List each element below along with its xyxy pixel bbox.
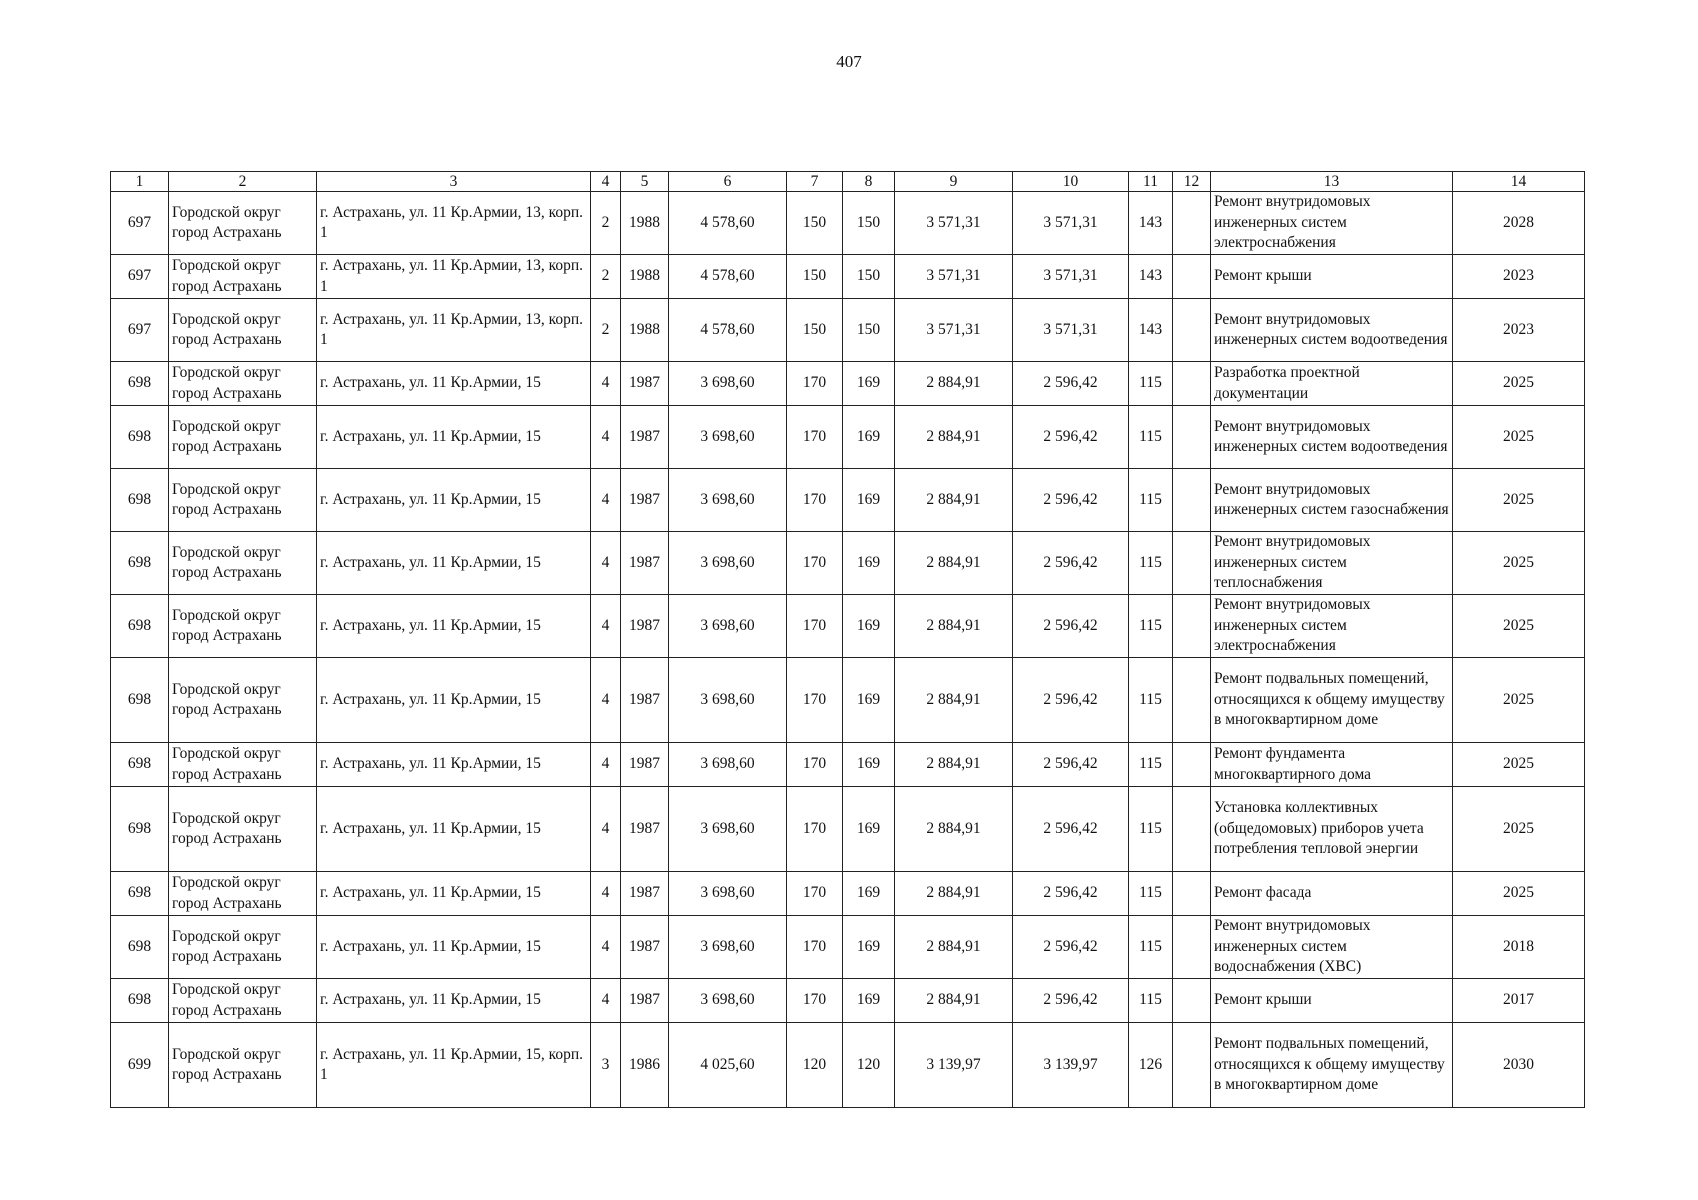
cell-total-area: 4 025,60 xyxy=(669,1023,787,1108)
column-header: 7 xyxy=(787,172,843,192)
cell-value-7: 150 xyxy=(787,192,843,255)
cell-value-7: 170 xyxy=(787,406,843,469)
cell-value-8: 169 xyxy=(843,362,895,406)
cell-value-9: 2 884,91 xyxy=(895,469,1013,532)
cell-number: 698 xyxy=(111,595,169,658)
cell-floors: 2 xyxy=(591,192,621,255)
cell-floors: 4 xyxy=(591,872,621,916)
table-row xyxy=(111,192,1585,255)
cell-value-12 xyxy=(1173,916,1211,979)
cell-work-type: Ремонт внутридомовых инженерных систем электроснабжения xyxy=(1211,595,1453,658)
cell-planned-year: 2030 xyxy=(1453,1023,1585,1108)
cell-total-area: 3 698,60 xyxy=(669,658,787,743)
cell-address: г. Астрахань, ул. 11 Кр.Армии, 15 xyxy=(317,979,591,1023)
cell-number: 698 xyxy=(111,532,169,595)
cell-year: 1986 xyxy=(621,1023,669,1108)
cell-number: 698 xyxy=(111,469,169,532)
cell-work-type: Ремонт крыши xyxy=(1211,255,1453,299)
cell-year: 1988 xyxy=(621,299,669,362)
cell-planned-year: 2025 xyxy=(1453,532,1585,595)
cell-planned-year: 2025 xyxy=(1453,406,1585,469)
cell-work-type: Ремонт внутридомовых инженерных систем газоснабжения xyxy=(1211,469,1453,532)
cell-value-9: 3 571,31 xyxy=(895,255,1013,299)
cell-year: 1987 xyxy=(621,658,669,743)
cell-value-9: 2 884,91 xyxy=(895,872,1013,916)
cell-work-type: Ремонт внутридомовых инженерных систем водоснабжения (ХВС) xyxy=(1211,916,1453,979)
cell-value-8: 150 xyxy=(843,192,895,255)
cell-planned-year: 2025 xyxy=(1453,743,1585,787)
cell-work-type: Ремонт внутридомовых инженерных систем водоотведения xyxy=(1211,406,1453,469)
cell-value-11: 143 xyxy=(1129,299,1173,362)
cell-value-9: 2 884,91 xyxy=(895,658,1013,743)
cell-municipality: Городской округ город Астрахань xyxy=(169,916,317,979)
cell-value-12 xyxy=(1173,1023,1211,1108)
column-header: 11 xyxy=(1129,172,1173,192)
cell-address: г. Астрахань, ул. 11 Кр.Армии, 15 xyxy=(317,658,591,743)
cell-total-area: 3 698,60 xyxy=(669,406,787,469)
table-row xyxy=(111,469,1585,532)
cell-number: 699 xyxy=(111,1023,169,1108)
cell-number: 698 xyxy=(111,743,169,787)
cell-value-9: 2 884,91 xyxy=(895,595,1013,658)
cell-value-8: 169 xyxy=(843,406,895,469)
cell-value-11: 126 xyxy=(1129,1023,1173,1108)
table-row xyxy=(111,532,1585,595)
cell-total-area: 3 698,60 xyxy=(669,595,787,658)
cell-total-area: 3 698,60 xyxy=(669,362,787,406)
cell-floors: 4 xyxy=(591,469,621,532)
cell-number: 698 xyxy=(111,406,169,469)
cell-year: 1987 xyxy=(621,595,669,658)
cell-work-type: Ремонт внутридомовых инженерных систем теплоснабжения xyxy=(1211,532,1453,595)
cell-planned-year: 2025 xyxy=(1453,872,1585,916)
cell-value-7: 170 xyxy=(787,872,843,916)
cell-value-10: 2 596,42 xyxy=(1013,469,1129,532)
cell-planned-year: 2025 xyxy=(1453,658,1585,743)
cell-value-7: 170 xyxy=(787,658,843,743)
column-header: 4 xyxy=(591,172,621,192)
cell-number: 697 xyxy=(111,255,169,299)
cell-address: г. Астрахань, ул. 11 Кр.Армии, 15 xyxy=(317,595,591,658)
cell-total-area: 3 698,60 xyxy=(669,979,787,1023)
cell-planned-year: 2023 xyxy=(1453,299,1585,362)
cell-value-8: 169 xyxy=(843,532,895,595)
cell-value-9: 2 884,91 xyxy=(895,362,1013,406)
cell-value-11: 115 xyxy=(1129,595,1173,658)
cell-value-10: 2 596,42 xyxy=(1013,743,1129,787)
cell-total-area: 4 578,60 xyxy=(669,255,787,299)
column-header: 6 xyxy=(669,172,787,192)
cell-value-8: 169 xyxy=(843,658,895,743)
cell-municipality: Городской округ город Астрахань xyxy=(169,595,317,658)
cell-total-area: 3 698,60 xyxy=(669,532,787,595)
cell-value-9: 3 139,97 xyxy=(895,1023,1013,1108)
cell-year: 1987 xyxy=(621,916,669,979)
cell-address: г. Астрахань, ул. 11 Кр.Армии, 13, корп. 1 xyxy=(317,299,591,362)
cell-value-9: 2 884,91 xyxy=(895,979,1013,1023)
cell-address: г. Астрахань, ул. 11 Кр.Армии, 13, корп. 1 xyxy=(317,192,591,255)
cell-number: 698 xyxy=(111,362,169,406)
cell-floors: 4 xyxy=(591,595,621,658)
cell-municipality: Городской округ город Астрахань xyxy=(169,1023,317,1108)
cell-value-11: 143 xyxy=(1129,192,1173,255)
table-row xyxy=(111,255,1585,299)
cell-floors: 4 xyxy=(591,916,621,979)
cell-value-12 xyxy=(1173,406,1211,469)
cell-value-10: 3 571,31 xyxy=(1013,299,1129,362)
cell-address: г. Астрахань, ул. 11 Кр.Армии, 15 xyxy=(317,406,591,469)
cell-value-9: 2 884,91 xyxy=(895,406,1013,469)
table-row xyxy=(111,595,1585,658)
column-header: 10 xyxy=(1013,172,1129,192)
cell-value-7: 170 xyxy=(787,362,843,406)
column-header: 5 xyxy=(621,172,669,192)
cell-value-12 xyxy=(1173,469,1211,532)
table-row xyxy=(111,872,1585,916)
page-number: 407 xyxy=(836,52,862,71)
cell-planned-year: 2017 xyxy=(1453,979,1585,1023)
capital-repair-table xyxy=(110,171,1585,1108)
cell-value-10: 2 596,42 xyxy=(1013,787,1129,872)
cell-year: 1987 xyxy=(621,979,669,1023)
cell-floors: 2 xyxy=(591,255,621,299)
cell-year: 1987 xyxy=(621,532,669,595)
cell-year: 1988 xyxy=(621,255,669,299)
table-row xyxy=(111,1023,1585,1108)
cell-value-10: 2 596,42 xyxy=(1013,872,1129,916)
cell-value-12 xyxy=(1173,979,1211,1023)
column-header: 2 xyxy=(169,172,317,192)
cell-year: 1988 xyxy=(621,192,669,255)
cell-work-type: Ремонт внутридомовых инженерных систем электроснабжения xyxy=(1211,192,1453,255)
cell-value-12 xyxy=(1173,192,1211,255)
table-row xyxy=(111,362,1585,406)
cell-value-8: 169 xyxy=(843,595,895,658)
cell-value-12 xyxy=(1173,532,1211,595)
cell-value-7: 170 xyxy=(787,743,843,787)
cell-floors: 4 xyxy=(591,532,621,595)
cell-value-9: 2 884,91 xyxy=(895,916,1013,979)
cell-value-9: 2 884,91 xyxy=(895,787,1013,872)
cell-value-8: 120 xyxy=(843,1023,895,1108)
cell-value-7: 120 xyxy=(787,1023,843,1108)
cell-value-10: 3 571,31 xyxy=(1013,255,1129,299)
cell-municipality: Городской округ город Астрахань xyxy=(169,192,317,255)
table-row xyxy=(111,979,1585,1023)
cell-value-10: 2 596,42 xyxy=(1013,658,1129,743)
cell-value-10: 2 596,42 xyxy=(1013,362,1129,406)
cell-total-area: 3 698,60 xyxy=(669,916,787,979)
cell-value-10: 2 596,42 xyxy=(1013,916,1129,979)
cell-value-10: 3 571,31 xyxy=(1013,192,1129,255)
cell-address: г. Астрахань, ул. 11 Кр.Армии, 15 xyxy=(317,532,591,595)
cell-year: 1987 xyxy=(621,743,669,787)
column-header: 12 xyxy=(1173,172,1211,192)
cell-value-12 xyxy=(1173,787,1211,872)
cell-floors: 3 xyxy=(591,1023,621,1108)
cell-address: г. Астрахань, ул. 11 Кр.Армии, 15 xyxy=(317,743,591,787)
cell-number: 698 xyxy=(111,979,169,1023)
cell-value-7: 150 xyxy=(787,299,843,362)
cell-planned-year: 2023 xyxy=(1453,255,1585,299)
column-header: 13 xyxy=(1211,172,1453,192)
cell-planned-year: 2025 xyxy=(1453,362,1585,406)
cell-value-7: 150 xyxy=(787,255,843,299)
cell-address: г. Астрахань, ул. 11 Кр.Армии, 15, корп. 1 xyxy=(317,1023,591,1108)
cell-value-8: 169 xyxy=(843,787,895,872)
cell-address: г. Астрахань, ул. 11 Кр.Армии, 15 xyxy=(317,872,591,916)
cell-value-7: 170 xyxy=(787,469,843,532)
cell-number: 697 xyxy=(111,192,169,255)
cell-year: 1987 xyxy=(621,787,669,872)
cell-value-12 xyxy=(1173,299,1211,362)
cell-value-11: 115 xyxy=(1129,406,1173,469)
cell-total-area: 3 698,60 xyxy=(669,872,787,916)
cell-planned-year: 2025 xyxy=(1453,469,1585,532)
cell-work-type: Ремонт фасада xyxy=(1211,872,1453,916)
table-row xyxy=(111,743,1585,787)
cell-value-8: 169 xyxy=(843,979,895,1023)
cell-value-12 xyxy=(1173,595,1211,658)
cell-work-type: Ремонт подвальных помещений, относящихся к общему имуществу в многоквартирном доме xyxy=(1211,658,1453,743)
cell-value-8: 169 xyxy=(843,916,895,979)
cell-number: 698 xyxy=(111,872,169,916)
cell-value-11: 143 xyxy=(1129,255,1173,299)
cell-value-11: 115 xyxy=(1129,916,1173,979)
cell-value-11: 115 xyxy=(1129,469,1173,532)
table-row xyxy=(111,916,1585,979)
column-header: 8 xyxy=(843,172,895,192)
cell-planned-year: 2025 xyxy=(1453,595,1585,658)
cell-work-type: Разработка проектной документации xyxy=(1211,362,1453,406)
cell-value-7: 170 xyxy=(787,595,843,658)
cell-value-11: 115 xyxy=(1129,362,1173,406)
cell-value-12 xyxy=(1173,743,1211,787)
cell-work-type: Ремонт фундамента многоквартирного дома xyxy=(1211,743,1453,787)
cell-number: 698 xyxy=(111,658,169,743)
cell-address: г. Астрахань, ул. 11 Кр.Армии, 13, корп. 1 xyxy=(317,255,591,299)
column-header: 14 xyxy=(1453,172,1585,192)
column-header: 3 xyxy=(317,172,591,192)
cell-municipality: Городской округ город Астрахань xyxy=(169,872,317,916)
cell-address: г. Астрахань, ул. 11 Кр.Армии, 15 xyxy=(317,916,591,979)
cell-value-8: 150 xyxy=(843,299,895,362)
cell-value-7: 170 xyxy=(787,787,843,872)
cell-year: 1987 xyxy=(621,362,669,406)
cell-total-area: 3 698,60 xyxy=(669,787,787,872)
cell-floors: 2 xyxy=(591,299,621,362)
cell-value-9: 2 884,91 xyxy=(895,743,1013,787)
cell-planned-year: 2025 xyxy=(1453,787,1585,872)
header-row xyxy=(111,172,1585,192)
cell-work-type: Ремонт подвальных помещений, относящихся к общему имуществу в многоквартирном доме xyxy=(1211,1023,1453,1108)
cell-municipality: Городской округ город Астрахань xyxy=(169,787,317,872)
cell-value-10: 2 596,42 xyxy=(1013,595,1129,658)
cell-value-7: 170 xyxy=(787,532,843,595)
cell-value-12 xyxy=(1173,872,1211,916)
cell-floors: 4 xyxy=(591,362,621,406)
cell-municipality: Городской округ город Астрахань xyxy=(169,299,317,362)
cell-value-11: 115 xyxy=(1129,658,1173,743)
cell-year: 1987 xyxy=(621,406,669,469)
cell-value-11: 115 xyxy=(1129,743,1173,787)
cell-year: 1987 xyxy=(621,872,669,916)
table-row xyxy=(111,787,1585,872)
cell-municipality: Городской округ город Астрахань xyxy=(169,406,317,469)
cell-value-11: 115 xyxy=(1129,872,1173,916)
cell-value-9: 3 571,31 xyxy=(895,192,1013,255)
cell-address: г. Астрахань, ул. 11 Кр.Армии, 15 xyxy=(317,469,591,532)
cell-municipality: Городской округ город Астрахань xyxy=(169,743,317,787)
cell-value-11: 115 xyxy=(1129,979,1173,1023)
cell-value-8: 150 xyxy=(843,255,895,299)
cell-total-area: 3 698,60 xyxy=(669,743,787,787)
cell-year: 1987 xyxy=(621,469,669,532)
cell-value-8: 169 xyxy=(843,469,895,532)
cell-value-8: 169 xyxy=(843,743,895,787)
cell-floors: 4 xyxy=(591,979,621,1023)
table-row xyxy=(111,658,1585,743)
cell-municipality: Городской округ город Астрахань xyxy=(169,255,317,299)
cell-planned-year: 2028 xyxy=(1453,192,1585,255)
cell-floors: 4 xyxy=(591,658,621,743)
cell-number: 697 xyxy=(111,299,169,362)
cell-value-10: 2 596,42 xyxy=(1013,406,1129,469)
cell-municipality: Городской округ город Астрахань xyxy=(169,469,317,532)
cell-value-8: 169 xyxy=(843,872,895,916)
cell-value-12 xyxy=(1173,255,1211,299)
cell-municipality: Городской округ город Астрахань xyxy=(169,362,317,406)
cell-work-type: Ремонт внутридомовых инженерных систем водоотведения xyxy=(1211,299,1453,362)
cell-value-10: 3 139,97 xyxy=(1013,1023,1129,1108)
cell-value-10: 2 596,42 xyxy=(1013,532,1129,595)
cell-work-type: Установка коллективных (общедомовых) приборов учета потребления тепловой энергии xyxy=(1211,787,1453,872)
cell-value-10: 2 596,42 xyxy=(1013,979,1129,1023)
cell-value-9: 3 571,31 xyxy=(895,299,1013,362)
table-row xyxy=(111,299,1585,362)
cell-value-9: 2 884,91 xyxy=(895,532,1013,595)
table-row xyxy=(111,406,1585,469)
cell-total-area: 4 578,60 xyxy=(669,192,787,255)
cell-value-12 xyxy=(1173,658,1211,743)
cell-value-7: 170 xyxy=(787,979,843,1023)
cell-value-7: 170 xyxy=(787,916,843,979)
cell-municipality: Городской округ город Астрахань xyxy=(169,532,317,595)
cell-floors: 4 xyxy=(591,787,621,872)
cell-total-area: 4 578,60 xyxy=(669,299,787,362)
cell-work-type: Ремонт крыши xyxy=(1211,979,1453,1023)
cell-number: 698 xyxy=(111,787,169,872)
cell-floors: 4 xyxy=(591,743,621,787)
cell-value-11: 115 xyxy=(1129,532,1173,595)
cell-municipality: Городской округ город Астрахань xyxy=(169,658,317,743)
column-header: 9 xyxy=(895,172,1013,192)
cell-total-area: 3 698,60 xyxy=(669,469,787,532)
cell-floors: 4 xyxy=(591,406,621,469)
cell-value-11: 115 xyxy=(1129,787,1173,872)
cell-address: г. Астрахань, ул. 11 Кр.Армии, 15 xyxy=(317,787,591,872)
cell-planned-year: 2018 xyxy=(1453,916,1585,979)
cell-address: г. Астрахань, ул. 11 Кр.Армии, 15 xyxy=(317,362,591,406)
cell-municipality: Городской округ город Астрахань xyxy=(169,979,317,1023)
column-header: 1 xyxy=(111,172,169,192)
cell-number: 698 xyxy=(111,916,169,979)
cell-value-12 xyxy=(1173,362,1211,406)
